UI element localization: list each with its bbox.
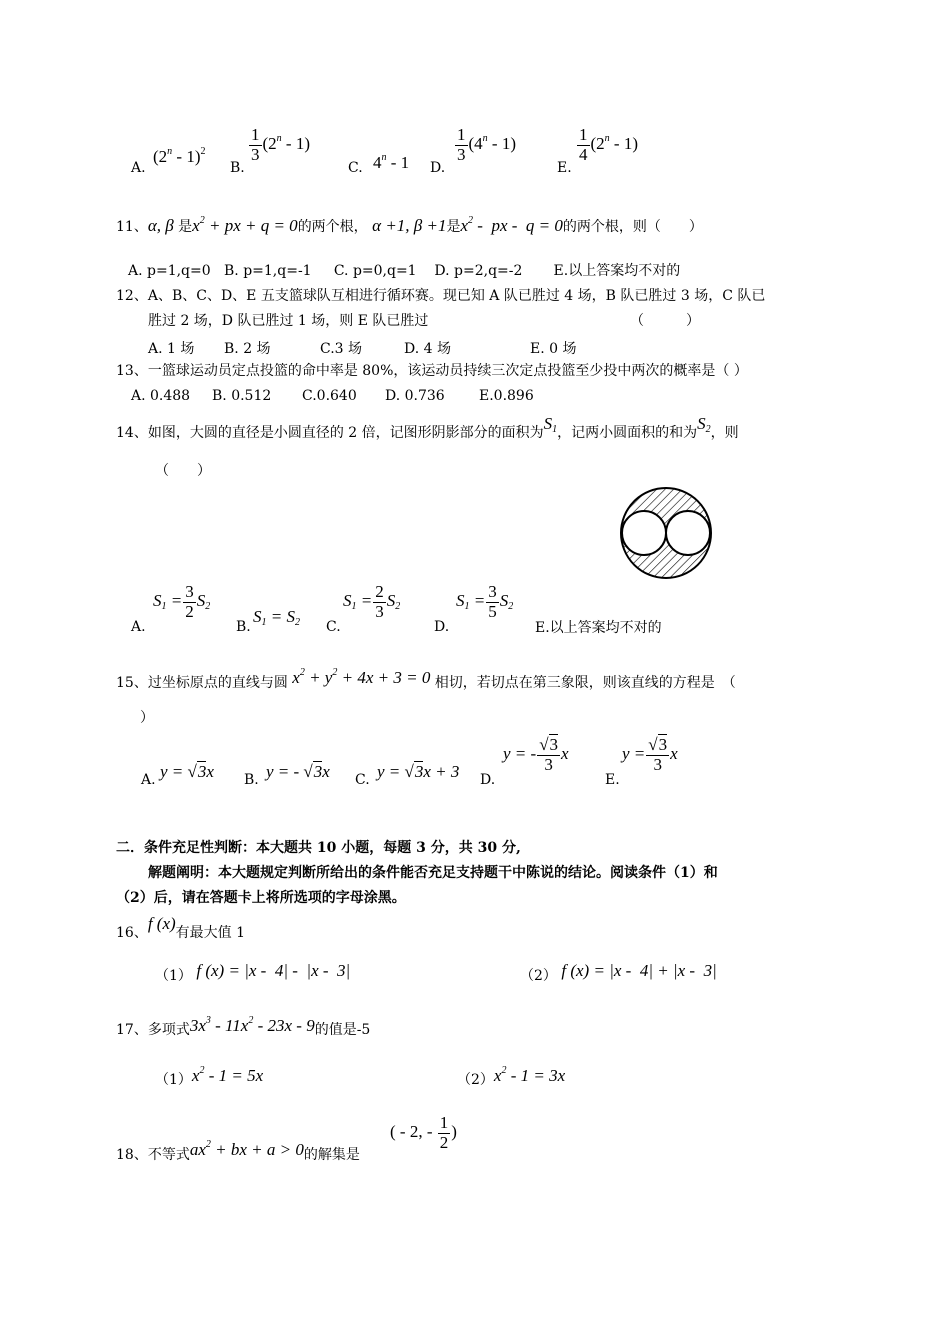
q14-circle-figure xyxy=(618,485,714,581)
q14-text-2: ，记两小圆面积的和为 xyxy=(557,425,698,441)
q16-condition-2-label: （2） xyxy=(520,968,557,984)
q17-condition-2 xyxy=(457,1065,566,1089)
q15-option-c-label: C. xyxy=(355,772,370,788)
q14-s1-symbol: $S_1$ xyxy=(543,414,558,435)
q13-stem xyxy=(116,363,748,380)
q15-option-a-formula: y = √3x xyxy=(160,762,214,781)
q12-number: 12、 xyxy=(116,288,148,304)
q13-number: 13、 xyxy=(116,363,148,379)
q13-option-a: A. 0.488 xyxy=(131,388,191,404)
q16-number: 16、 xyxy=(116,925,148,941)
q15-circle-equation: $x^2 + y^2 + 4x + 3 = 0$ xyxy=(292,667,431,687)
q15-option-a-label: A. xyxy=(141,772,156,788)
q17-condition-1 xyxy=(155,1065,264,1089)
q10-option-a-label: A. xyxy=(131,160,146,176)
q10-option-a-formula: (2$^n$ - 1)$^2$ xyxy=(153,146,206,166)
q14-option-a-label: A. xyxy=(131,619,146,635)
section2-title: 二．条件充足性判断：本大题共 10 小题，每题 3 分，共 30 分, xyxy=(116,840,521,856)
q10-option-e-label: E. xyxy=(557,160,572,176)
q17-polynomial: $3x^3 - 11x^2 - 23x - 9$ xyxy=(189,1015,315,1035)
q14-text-3: ，则 xyxy=(710,425,739,441)
q15-option-b-formula: y = - √3x xyxy=(266,762,330,781)
q14-stem xyxy=(116,414,739,444)
q16-stem xyxy=(116,914,246,942)
q15-option-d-formula: y = - $\frac{√3}{3}$ x xyxy=(503,735,569,774)
q15-option-b-label: B. xyxy=(244,772,259,788)
q16-function: f (x) xyxy=(147,914,176,933)
q14-option-c-label: C. xyxy=(326,619,341,635)
q11-text-3: 是 xyxy=(446,219,461,235)
q10-option-c-label: C. xyxy=(348,160,363,176)
q15-stem xyxy=(116,667,736,692)
q15-option-d-label: D. xyxy=(480,772,496,788)
q15-number: 15、 xyxy=(116,675,148,691)
section2-description-2: （2）后，请在答题卡上将所选项的字母涂黑。 xyxy=(116,890,406,906)
q12-option-d: D. 4 场 xyxy=(404,341,451,357)
q17-condition-1-formula: $x^2 - 1 = 5x$ xyxy=(191,1065,264,1085)
q10-option-e-formula: $\frac{1}{4}$ (2$^n$ - 1) xyxy=(579,125,638,164)
q16-condition-1-label: （1） xyxy=(155,968,192,984)
q15-option-e-formula: y = $\frac{√3}{3}$ x xyxy=(622,735,678,774)
q13-option-c: C.0.640 xyxy=(302,388,357,404)
q12-option-e: E. 0 场 xyxy=(530,341,577,357)
q18-text-1: 不等式 xyxy=(147,1147,190,1163)
q15-option-e-label: E. xyxy=(605,772,620,788)
q12-line-1 xyxy=(116,288,765,305)
q17-condition-2-label: （2） xyxy=(457,1072,494,1088)
q12-option-a: A. 1 场 xyxy=(148,341,195,357)
q14-option-c-formula: $S_1$ = $\frac{2}{3}$ $S_2$ xyxy=(343,582,401,621)
q12-option-c: C.3 场 xyxy=(320,341,363,357)
q14-option-a-formula: $S_1$ = $\frac{3}{2}$ $S_2$ xyxy=(153,582,211,621)
q13-option-d: D. 0.736 xyxy=(385,388,445,404)
q14-option-b-label: B. xyxy=(236,619,251,635)
q11-equation-2: $x^2$ - px - q = 0 xyxy=(460,215,563,235)
q14-number: 14、 xyxy=(116,425,148,441)
q15-option-c-formula: y = √3x + 3 xyxy=(377,762,460,781)
q16-condition-1 xyxy=(155,961,351,985)
q14-s2-symbol: $S_2$ xyxy=(697,414,711,435)
q17-condition-1-label: （1） xyxy=(155,1072,192,1088)
q18-stem xyxy=(116,1139,360,1164)
section2-description-1: 解题阐明：本大题规定判断所给出的条件能否充足支持题干中陈说的结论。阅读条件（1）和 xyxy=(148,865,718,881)
q14-small-circle-left xyxy=(622,511,666,555)
q16-text: 有最大值 1 xyxy=(175,925,246,941)
q13-text: 一篮球运动员定点投篮的命中率是 80%，该运动员持续三次定点投篮至少投中两次的概率是（ ） xyxy=(147,363,748,379)
q10-option-b-formula: $\frac{1}{3}$ (2$^n$ - 1) xyxy=(251,125,310,164)
q16-condition-2-formula: f (x) = |x - 4| + |x - 3| xyxy=(561,961,717,980)
q13-option-b: B. 0.512 xyxy=(212,388,272,404)
q12-option-b: B. 2 场 xyxy=(224,341,271,357)
q18-text-2: 的解集是 xyxy=(303,1147,360,1163)
q13-option-e: E.0.896 xyxy=(479,388,534,404)
q15-text-2: 相切，若切点在第三象限，则该直线的方程是 （ xyxy=(434,675,736,691)
q14-option-d-label: D. xyxy=(434,619,450,635)
q10-option-c-formula: 4$^n$ - 1 xyxy=(373,152,410,172)
q18-inequality: $ax^2$ + bx + a > 0 xyxy=(189,1139,304,1159)
q10-option-d-label: D. xyxy=(430,160,446,176)
q16-condition-2 xyxy=(520,961,717,985)
q12-paren: （ ） xyxy=(630,313,700,329)
q11-equation-1: $x^2$ + px + q = 0 xyxy=(192,215,298,235)
q15-paren-close: ） xyxy=(140,710,154,726)
q12-line-2: 胜过 2 场，D 队已胜过 1 场，则 E 队已胜过 xyxy=(148,313,429,329)
q17-stem xyxy=(116,1015,371,1039)
q12-text-1: A、B、C、D、E 五支篮球队互相进行循环赛。现已知 A 队已胜过 4 场，B 队已胜过 3 场，C 队已 xyxy=(147,288,766,304)
q11-text-1: 是 xyxy=(178,219,193,235)
q11-stem xyxy=(116,215,703,236)
q14-option-b-formula: $S_1 = S_2$ xyxy=(253,607,300,628)
q11-options: A. p=1,q=0 B. p=1,q=-1 C. p=0,q=1 D. p=2,q=-2 E.以上答案均不对的 xyxy=(128,263,681,279)
q14-small-circle-right xyxy=(666,511,710,555)
q14-option-d-formula: $S_1$ = $\frac{3}{5}$ $S_2$ xyxy=(456,582,514,621)
q17-number: 17、 xyxy=(116,1022,148,1038)
q17-condition-2-formula: $x^2 - 1 = 3x$ xyxy=(493,1065,566,1085)
q11-text-2: 的两个根， xyxy=(297,219,368,235)
q11-number: 11、 xyxy=(116,219,148,235)
q11-text-4: 的两个根，则（ ） xyxy=(562,219,703,235)
q11-roots-shifted: α +1, β +1 xyxy=(372,216,447,235)
q18-solution-interval: ( - 2, - $\frac{1}{2}$ ) xyxy=(390,1113,457,1152)
q15-text-1: 过坐标原点的直线与圆 xyxy=(147,675,288,691)
q14-text-1: 如图，大圆的直径是小圆直径的 2 倍，记图形阴影部分的面积为 xyxy=(147,425,544,441)
q14-option-e: E.以上答案均不对的 xyxy=(535,620,662,636)
q16-condition-1-formula: f (x) = |x - 4| - |x - 3| xyxy=(196,961,351,980)
q17-text-1: 多项式 xyxy=(147,1022,190,1038)
q17-text-2: 的值是-5 xyxy=(314,1022,371,1038)
q14-paren: （ ） xyxy=(155,463,211,479)
q11-roots-formula: α, β xyxy=(147,216,174,235)
q10-option-b-label: B. xyxy=(230,160,245,176)
q10-option-d-formula: $\frac{1}{3}$ (4$^n$ - 1) xyxy=(457,125,516,164)
q18-number: 18、 xyxy=(116,1147,148,1163)
